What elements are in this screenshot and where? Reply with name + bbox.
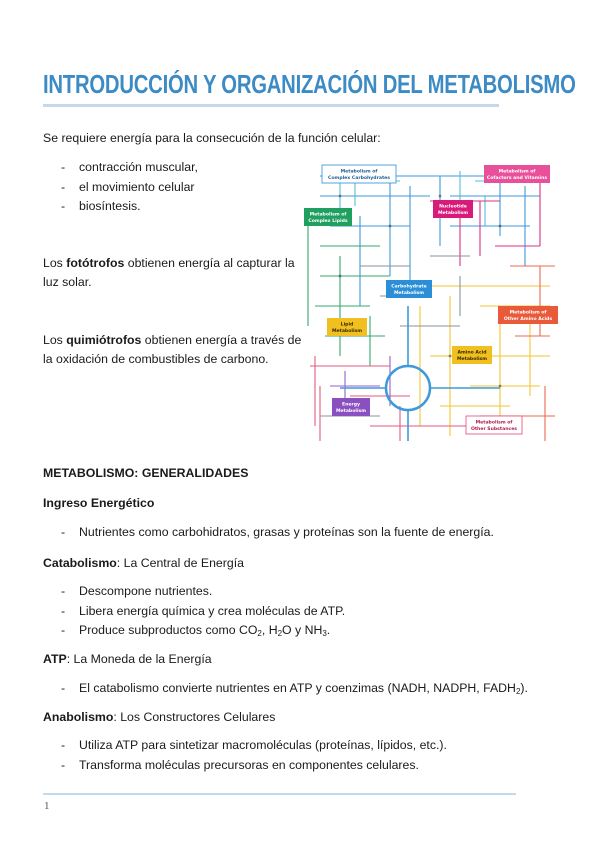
byproducts-text: O y NH [282,623,323,637]
list-item [43,756,447,776]
section-heading: METABOLISMO: GENERALIDADES [43,466,249,480]
page-number: 1 [44,800,50,812]
metabolic-map-figure [300,156,559,446]
fototrofos-text: obtienen energía al capturar la luz solar. [43,256,295,289]
label-amino-acid [452,346,492,364]
list-item-text: biosíntesis. [79,199,141,213]
label-text: Cofactors and Vitamins [486,176,548,181]
dash-marker: - [61,738,66,752]
catabolismo-heading [43,554,244,573]
label-text: Carbohydrate [391,284,427,290]
fototrofos-term: fotótrofos [66,256,125,270]
atp-subtitle: : La Moneda de la Energía [66,652,212,666]
byproducts-text: , H [261,623,278,637]
node-dot [499,225,502,228]
dash-marker: - [61,584,66,598]
label-text: Complex Lipids [308,219,348,224]
list-item-text [79,623,330,637]
dash-marker: - [61,179,66,194]
atp-term: ATP [43,652,67,666]
list-item-text: Descompone nutrientes. [79,584,213,598]
byproducts-text: Produce subproductos como CO [79,623,258,637]
label-text: Energy [341,402,361,408]
label-other-substances [466,416,522,434]
dash-marker: - [61,525,66,539]
node-dot [439,195,442,198]
node-dot [339,195,342,198]
label-text: Metabolism of [309,212,347,218]
atp-text: El catabolismo convierte nutrientes en ATP y coenzimas (NADH, NADPH, FADH [79,681,516,695]
label-text: Metabolism of [509,310,547,316]
node-dot [499,385,502,388]
quimiotrofos-term: quimiótrofos [66,333,142,347]
list-item-text: Transforma moléculas precursoras en componentes celulares. [79,757,419,772]
label-complex-lipids [304,208,352,226]
anabolismo-subtitle: : Los Constructores Celulares [113,710,276,724]
label-energy [332,398,370,416]
label-carbohydrate [386,280,432,298]
subscript: 3 [322,629,327,638]
subscript: 2 [277,629,283,638]
fototrofos-prefix: Los [43,256,67,270]
list-item-text: Nutrientes como carbohidratos, grasas y proteínas son la fuente de energía. [79,525,494,539]
byproducts-text: . [326,623,331,637]
label-text: Metabolism [393,291,425,296]
quimiotrofos-paragraph [43,331,305,369]
label-text: Amino Acid [457,350,487,356]
list-item [43,523,494,543]
functions-list [43,158,198,217]
label-complex-carbohydrates [322,165,396,183]
ingreso-list [43,523,494,543]
title-divider [43,104,499,107]
dash-marker: - [61,603,66,618]
label-text: Metabolism of [498,169,536,175]
label-text: Other Amino Acids [503,317,553,322]
dash-marker: - [61,160,66,174]
label-text: Metabolism [335,409,367,414]
label-nucleotide [433,200,473,218]
label-text: Metabolism of [340,169,378,175]
list-item [43,621,345,641]
subscript: 2 [257,629,262,638]
page-title: INTRODUCCIÓN Y ORGANIZACIÓN DEL METABOLISMO [43,69,576,100]
anabolismo-list [43,736,447,775]
footer-divider [43,793,516,795]
pathway-lines-lipid [308,216,390,366]
dash-marker: - [61,199,66,213]
label-lipid [327,318,367,336]
list-item [43,602,345,622]
tca-cycle-ring [386,366,430,410]
list-item [43,158,198,178]
list-item [43,736,447,756]
dash-marker: - [61,623,66,637]
quimiotrofos-prefix: Los [43,333,67,347]
atp-list [43,679,528,699]
label-text: Metabolism [331,329,363,334]
catabolismo-list [43,582,345,641]
label-text: Other Substances [470,427,518,432]
list-item [43,582,345,602]
quimiotrofos-text: obtienen energía a través de la oxidación de combustibles de carbono. [43,333,302,366]
anabolismo-term: Anabolismo [43,710,114,724]
atp-text: ). [520,681,528,695]
dash-marker: - [61,681,66,695]
node-dot [339,275,342,278]
subscript: 2 [515,687,521,696]
label-cofactors-vitamins [484,165,550,183]
label-text: Metabolism [437,211,469,216]
list-item [43,679,528,699]
dash-marker: - [61,757,66,772]
fototrofos-paragraph [43,254,295,292]
label-text: Metabolism [456,357,488,362]
node-dot [449,355,452,358]
list-item-text [79,681,528,695]
list-item [43,197,198,217]
label-text: Lipid [340,322,354,328]
label-text: Metabolism of [475,420,513,426]
list-item-text: contracción muscular, [79,160,198,174]
list-item-text: el movimiento celular [79,179,195,194]
label-text: Complex Carbohydrates [328,176,390,181]
node-dot [389,225,392,228]
intro-text: Se requiere energía para la consecución de la función celular: [43,131,381,145]
catabolismo-term: Catabolismo [43,556,117,570]
list-item-text: Utiliza ATP para sintetizar macromoléculas (proteínas, lípidos, etc.). [79,738,447,752]
catabolismo-subtitle: : La Central de Energía [116,556,244,570]
ingreso-heading: Ingreso Energético [43,496,155,510]
list-item-text: Libera energía química y crea moléculas de ATP. [79,603,346,618]
atp-heading [43,650,212,669]
anabolismo-heading [43,708,275,727]
label-text: Nucleotide [439,204,467,210]
list-item [43,178,198,198]
label-other-amino-acids [498,306,558,324]
